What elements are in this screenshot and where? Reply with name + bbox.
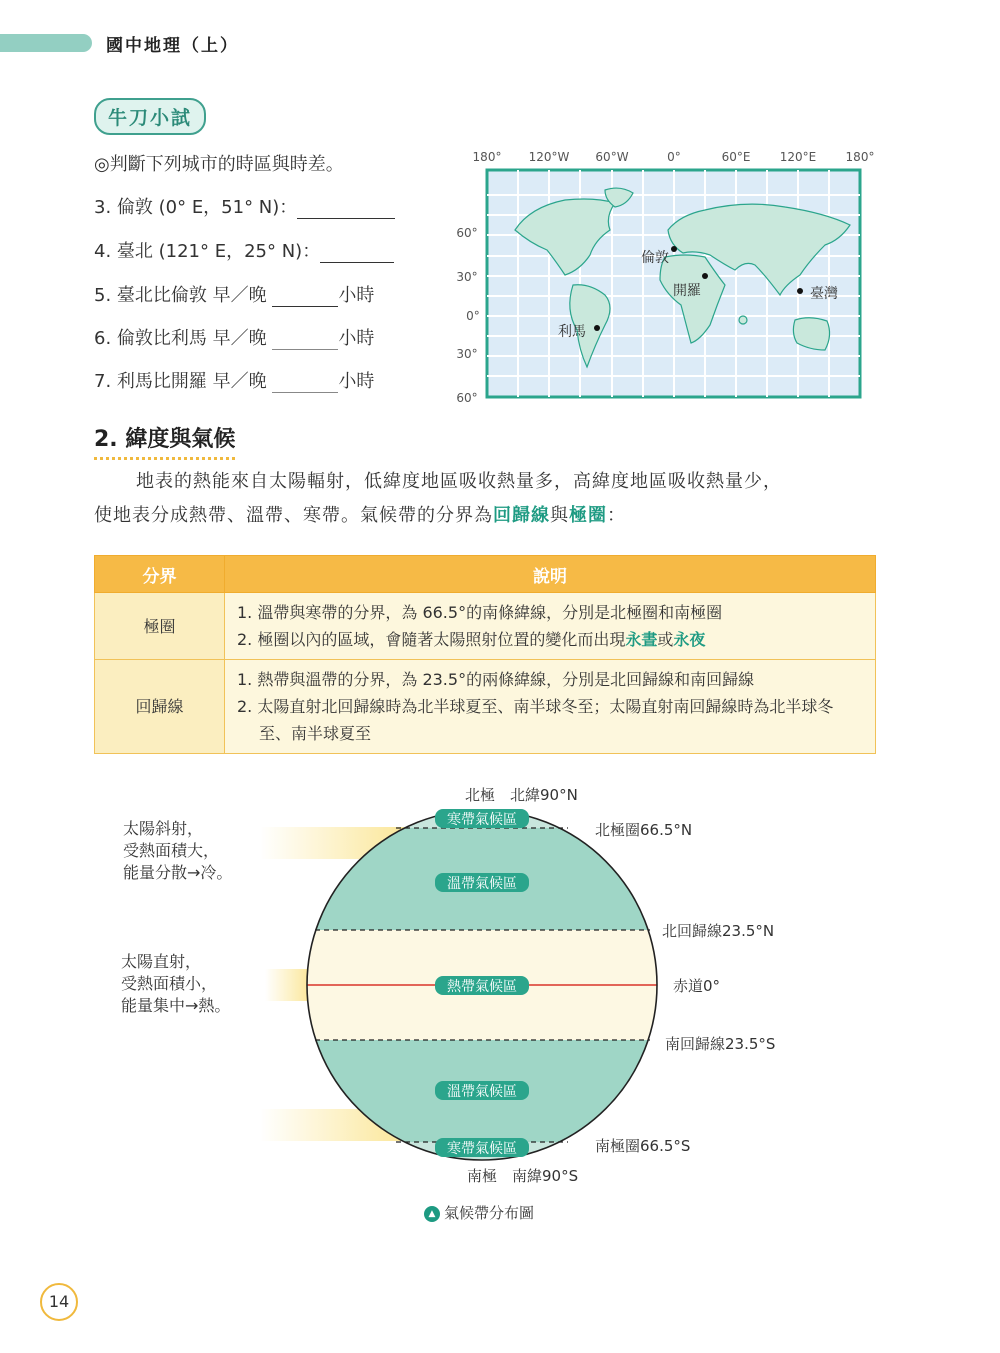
zone-badge-label: 溫帶氣候區 xyxy=(447,1084,517,1100)
tropic-of-capricorn-label: 南回歸線23.5°S xyxy=(665,1035,776,1053)
lat-label: 0° xyxy=(466,309,480,323)
quiz-question-7 xyxy=(94,367,374,393)
city-marker-london xyxy=(671,246,677,252)
highlight-term: 極圈 xyxy=(569,505,607,526)
lon-label: 120°W xyxy=(528,150,570,164)
quiz-question-5 xyxy=(94,281,374,307)
world-map xyxy=(455,145,885,410)
text-run: 使地表分成熱帶、溫帶、寒帶。氣候帶的分界為 xyxy=(94,505,493,526)
lat-label: 30° xyxy=(456,270,478,284)
text-run: 與 xyxy=(550,505,569,526)
row-description xyxy=(225,660,876,754)
text-run: ： xyxy=(607,505,626,526)
question-text: 3. 倫敦 (0° E，51° N)： xyxy=(94,197,298,218)
question-text: 7. 利馬比開羅 早／晚 xyxy=(94,371,267,392)
city-marker-lima xyxy=(594,325,600,331)
header-accent-bar xyxy=(0,34,92,52)
section-title: 2. 緯度與氣候 xyxy=(94,422,235,460)
lon-label: 60°E xyxy=(721,150,751,164)
question-text: 6. 倫敦比利馬 早／晚 xyxy=(94,328,267,349)
city-marker-taiwan xyxy=(797,288,803,294)
direct-note-line: 受熱面積小， xyxy=(121,974,218,993)
oblique-note-line: 能量分散→冷。 xyxy=(123,863,233,882)
paragraph-line-2 xyxy=(94,499,894,533)
paragraph-line-1: 地表的熱能來自太陽輻射，低緯度地區吸收熱量多，高緯度地區吸收熱量少， xyxy=(136,471,782,492)
list-item: 1. 溫帶與寒帶的分界，為 66.5°的南條緯線，分別是北極圈和南極圈 xyxy=(237,603,723,622)
boundary-table xyxy=(94,555,876,754)
city-label-lima: 利馬 xyxy=(558,324,586,340)
answer-blank[interactable] xyxy=(272,374,338,393)
antarctic-circle-label: 南極圈66.5°S xyxy=(595,1137,691,1155)
highlight-term: 永夜 xyxy=(673,630,706,649)
book-title: 國中地理（上） xyxy=(106,36,239,56)
lon-label: 180° xyxy=(472,150,502,164)
highlight-term: 永晝 xyxy=(625,630,658,649)
quiz-badge: 牛刀小試 xyxy=(94,98,206,135)
row-name: 回歸線 xyxy=(95,660,225,754)
lon-label: 120°E xyxy=(779,150,817,164)
text-run: 或 xyxy=(657,630,674,649)
equator-label: 赤道0° xyxy=(673,977,721,995)
text-run: 2. 極圈以內的區域，會隨著太陽照射位置的變化而出現 xyxy=(237,630,626,649)
list-item: 1. 熱帶與溫帶的分界，為 23.5°的兩條緯線，分別是北回歸線和南回歸線 xyxy=(237,670,755,689)
direct-note-line: 太陽直射， xyxy=(121,952,202,971)
quiz-intro: ◎判斷下列城市的時區與時差。 xyxy=(94,154,344,175)
city-label-cairo: 開羅 xyxy=(673,283,701,299)
page-number: 14 xyxy=(40,1283,78,1321)
answer-blank[interactable] xyxy=(272,288,338,307)
caption-text: 氣候帶分布圖 xyxy=(444,1204,535,1222)
arctic-circle-label: 北極圈66.5°N xyxy=(595,821,693,839)
question-text: 4. 臺北 (121° E，25° N)： xyxy=(94,241,321,262)
lat-label: 60° xyxy=(456,226,478,240)
list-item xyxy=(237,626,863,653)
zone-badge-label: 溫帶氣候區 xyxy=(447,876,517,892)
zone-badge-label: 寒帶氣候區 xyxy=(447,812,517,828)
direct-note-line: 能量集中→熱。 xyxy=(121,996,231,1015)
oblique-note-line: 受熱面積大， xyxy=(123,841,220,860)
zone-badge-label: 熱帶氣候區 xyxy=(447,979,517,995)
quiz-question-6 xyxy=(94,324,374,350)
climate-zone-diagram xyxy=(110,780,810,1190)
unit-label: 小時 xyxy=(338,328,375,349)
tropic-of-cancer-label: 北回歸線23.5°N xyxy=(662,922,775,940)
list-item: 2. 太陽直射北回歸線時為北半球夏至、南半球冬至；太陽直射南回歸線時為北半球冬至、南半球夏至 xyxy=(237,697,834,743)
lon-label: 60°W xyxy=(595,150,629,164)
lat-label: 60° xyxy=(456,391,478,405)
row-name: 極圈 xyxy=(95,593,225,660)
sun-ray-direct xyxy=(265,969,310,1001)
lat-label: 30° xyxy=(456,347,478,361)
oblique-note-line: 太陽斜射， xyxy=(123,819,204,838)
city-marker-cairo xyxy=(702,273,708,279)
table-header: 說明 xyxy=(225,556,876,593)
lon-label: 0° xyxy=(667,150,681,164)
zone-badge-label: 寒帶氣候區 xyxy=(447,1141,517,1157)
row-description xyxy=(225,593,876,660)
highlight-term: 回歸線 xyxy=(493,505,550,526)
table-header: 分界 xyxy=(95,556,225,593)
table-row xyxy=(95,660,876,754)
table-row xyxy=(95,593,876,660)
unit-label: 小時 xyxy=(338,285,375,306)
lon-label: 180° xyxy=(845,150,875,164)
figure-caption xyxy=(424,1202,534,1223)
city-label-taiwan: 臺灣 xyxy=(810,286,838,302)
north-pole-label: 北極 北緯90°N xyxy=(465,786,578,804)
south-pole-label: 南極 南緯90°S xyxy=(467,1167,579,1185)
quiz-question-3 xyxy=(94,193,395,219)
answer-blank[interactable] xyxy=(320,244,394,263)
answer-blank[interactable] xyxy=(297,200,395,219)
question-text: 5. 臺北比倫敦 早／晚 xyxy=(94,285,267,306)
quiz-question-4 xyxy=(94,237,394,263)
unit-label: 小時 xyxy=(338,371,375,392)
triangle-icon: ▲ xyxy=(424,1206,440,1222)
answer-blank[interactable] xyxy=(272,331,338,350)
city-label-london: 倫敦 xyxy=(641,250,669,266)
